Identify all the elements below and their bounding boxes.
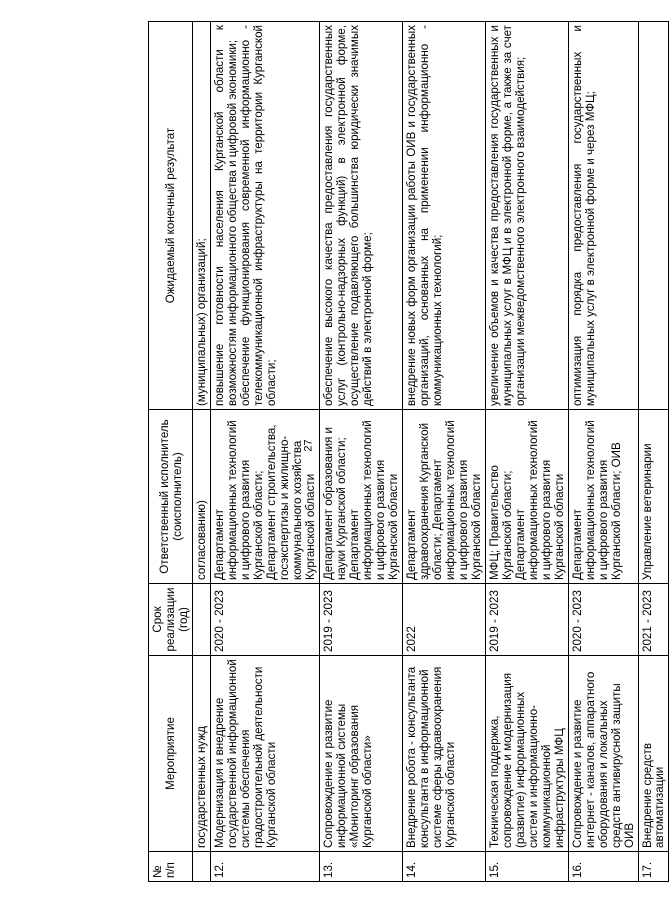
row-executor: Департамент здравоохранения Курганской области; Департамент информационных технологий и цифрового развития Курганской области (402, 410, 485, 584)
result-item: обеспечение высокого качества предоставления государственных услуг (контрольно-надзорных функций) в электронной форме, осуществление подавляющего большинства юридически значимых действий в электронной форме; (321, 25, 374, 406)
header-number: № п/п (149, 852, 193, 882)
row-term: 2022 (402, 584, 485, 656)
row-result (319, 22, 402, 410)
header-activity: Мероприятие (149, 656, 193, 852)
row-activity: государственных нужд (193, 656, 211, 852)
rotated-table-container (148, 22, 667, 882)
header-executor: Ответственный исполнитель (соисполнитель) (149, 410, 193, 584)
program-activities-table (148, 21, 669, 882)
result-item: повышение готовности населения Курганской области к возможностям информационного общества и цифровой экономики; (212, 25, 239, 406)
row-activity: Модернизация и внедрение государственной информационной системы обеспечения градостроительной деятельности Курганской области (210, 656, 319, 852)
row-term: 2019 - 2023 (319, 584, 402, 656)
row-term: 2020 - 2023 (568, 584, 638, 656)
row-activity: Техническая поддержка, сопровождение и модернизация (развитие) информационных систем и информационно-коммуникационной инфраструктуры МФЦ (485, 656, 568, 852)
row-executor: Департамент информационных технологий и цифрового развития Курганской области; Департамент строительства, госэкспертизы и жилищно-коммунального хозяйства Курганской области (210, 410, 319, 584)
row-number: 12. (210, 852, 319, 882)
document-page (148, 22, 667, 882)
result-item: (муниципальных) организаций; (195, 238, 208, 406)
row-result (193, 22, 211, 410)
row-term: 2019 - 2023 (485, 584, 568, 656)
row-number: 14. (402, 852, 485, 882)
row-executor: Департамент информационных технологий и цифрового развития Курганской области; ОИВ (568, 410, 638, 584)
table-header-row (149, 22, 193, 882)
row-result (568, 22, 638, 410)
row-activity: Внедрение робота - консультанта консультанта в информационной системе сферы здравоохранения Курганской области (402, 656, 485, 852)
row-executor: Департамент образования и науки Курганской области; Департамент информационных технологий и цифрового развития Курганской области (319, 410, 402, 584)
row-number: 15. (485, 852, 568, 882)
table-row (319, 22, 402, 882)
table-row (193, 22, 211, 882)
row-result (402, 22, 485, 410)
row-number: 17. (638, 852, 669, 882)
header-term: Срок реализации (год) (149, 584, 193, 656)
table-row (568, 22, 638, 882)
result-item: обеспечение функционирования современной информационно - телекоммуникационной инфраструктуры на территории Курганской области; (238, 25, 278, 406)
row-number (193, 852, 211, 882)
row-term (193, 584, 211, 656)
table-row (485, 22, 568, 882)
row-result (638, 22, 669, 410)
row-term: 2021 - 2023 (638, 584, 669, 656)
row-executor: Управление ветеринарии (638, 410, 669, 584)
row-activity: Сопровождение и развитие интернет - каналов, аппаратного оборудования и локальных средств антивирусной защиты ОИВ (568, 656, 638, 852)
table-row (210, 22, 319, 882)
row-activity: Сопровождение и развитие информационной системы «Мониторинг образования Курганской области» (319, 656, 402, 852)
row-result (210, 22, 319, 410)
row-term: 2020 - 2023 (210, 584, 319, 656)
row-result (485, 22, 568, 410)
result-item: увеличение объемов и качества предоставления государственных и муниципальных услуг в МФЦ и в электронной форме, а также за счет организации межведомственного электронного взаимодействия; (487, 25, 527, 406)
page-number: 27 (302, 439, 315, 452)
row-activity: Внедрение средств автоматизации (638, 656, 669, 852)
table-row (402, 22, 485, 882)
table-row (638, 22, 669, 882)
row-executor: согласованию) (193, 410, 211, 584)
row-number: 13. (319, 852, 402, 882)
result-item: внедрение новых форм организации работы ОИВ и государственных организаций, основанных на применении информационно - коммуникационных технологий; (404, 25, 444, 406)
result-item: оптимизация порядка предоставления государственных и муниципальных услуг в электронной форме и через МФЦ; (570, 25, 597, 406)
header-result: Ожидаемый конечный результат (149, 22, 193, 410)
row-number: 16. (568, 852, 638, 882)
row-executor: МФЦ; Правительство Курганской области; Департамент информационных технологий и цифрового развития Курганской области (485, 410, 568, 584)
